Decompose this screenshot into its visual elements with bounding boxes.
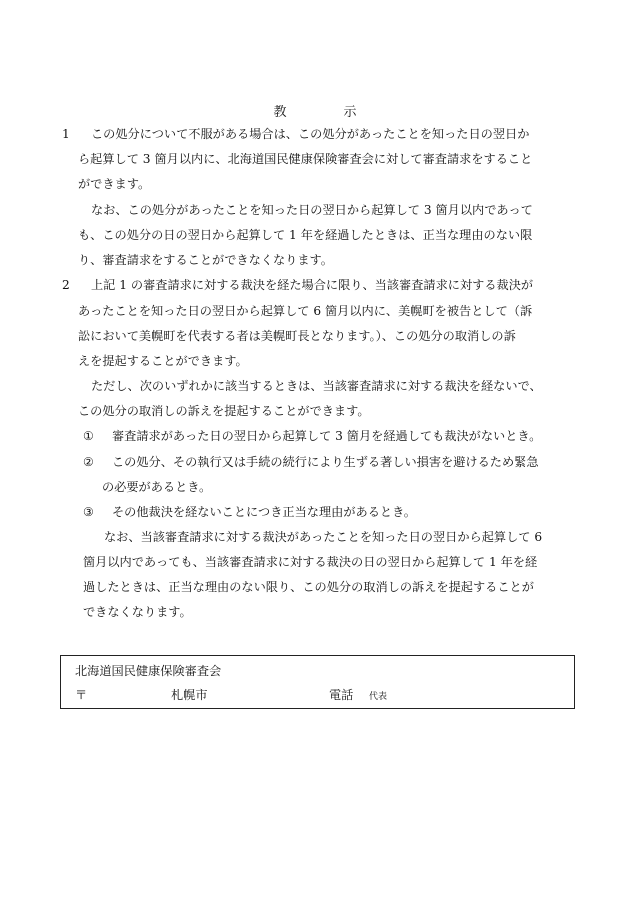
item-2-para3-line: できなくなります。	[83, 605, 192, 619]
item-2-para3-line: 箇月以内であっても、当該審査請求に対する裁決の日の翌日から起算して 1 年を経	[83, 555, 538, 569]
subitem-line: 審査請求があった日の翌日から起算して 3 箇月を経過しても裁決がないとき。	[112, 429, 542, 443]
item-1-number: 1	[62, 127, 70, 141]
postal-mark: 〒	[75, 688, 88, 702]
subitem-line: その他裁決を経ないことにつき正当な理由があるとき。	[112, 505, 416, 519]
contact-box	[60, 655, 575, 709]
item-2-line: えを提起することができます。	[78, 354, 248, 368]
item-1-line: ができます。	[78, 177, 151, 191]
item-2-line: あったことを知った日の翌日から起算して 6 箇月以内に、美幌町を被告として（訴	[78, 304, 533, 318]
item-2-para2-line: この処分の取消しの訴えを提起することができます。	[78, 404, 370, 418]
item-2-para3-line: なお、当該審査請求に対する裁決があったことを知った日の翌日から起算して 6	[104, 530, 543, 544]
subitem-mark: ③	[83, 505, 94, 519]
subitem-mark: ①	[83, 429, 94, 443]
item-1-para2-line: も、この処分の日の翌日から起算して 1 年を経過したときは、正当な理由のない限	[78, 228, 533, 242]
item-1-line: この処分について不服がある場合は、この処分があったことを知った日の翌日か	[91, 127, 530, 141]
page-title: 教 示	[273, 105, 379, 120]
item-1-line: ら起算して 3 箇月以内に、北海道国民健康保険審査会に対して審査請求をすること	[78, 152, 533, 166]
subitem-mark: ②	[83, 455, 94, 469]
item-2-line: 訟において美幌町を代表する者は美幌町長となります。）、この処分の取消しの訴	[78, 329, 516, 343]
item-2-para2-line: ただし、次のいずれかに該当するときは、当該審査請求に対する裁決を経ないで、	[91, 379, 542, 393]
contact-city: 札幌市	[171, 688, 208, 702]
item-2-number: 2	[62, 278, 70, 292]
subitem-line: この処分、その執行又は手続の続行により生ずる著しい損害を避けるため緊急	[112, 455, 539, 469]
phone-value: 代表	[369, 692, 388, 702]
item-1-para2-line: り、審査請求をすることができなくなります。	[78, 253, 333, 267]
contact-organization: 北海道国民健康保険審査会	[75, 664, 222, 678]
item-2-para3-line: 過したときは、正当な理由のない限り、この処分の取消しの訴えを提起することが	[83, 580, 534, 594]
phone-label: 電話	[329, 688, 354, 702]
item-1-para2-line: なお、この処分があったことを知った日の翌日から起算して 3 箇月以内であって	[91, 203, 533, 217]
item-2-line: 上記 1 の審査請求に対する裁決を経た場合に限り、当該審査請求に対する裁決が	[91, 278, 534, 292]
subitem-line: の必要があるとき。	[102, 480, 212, 494]
